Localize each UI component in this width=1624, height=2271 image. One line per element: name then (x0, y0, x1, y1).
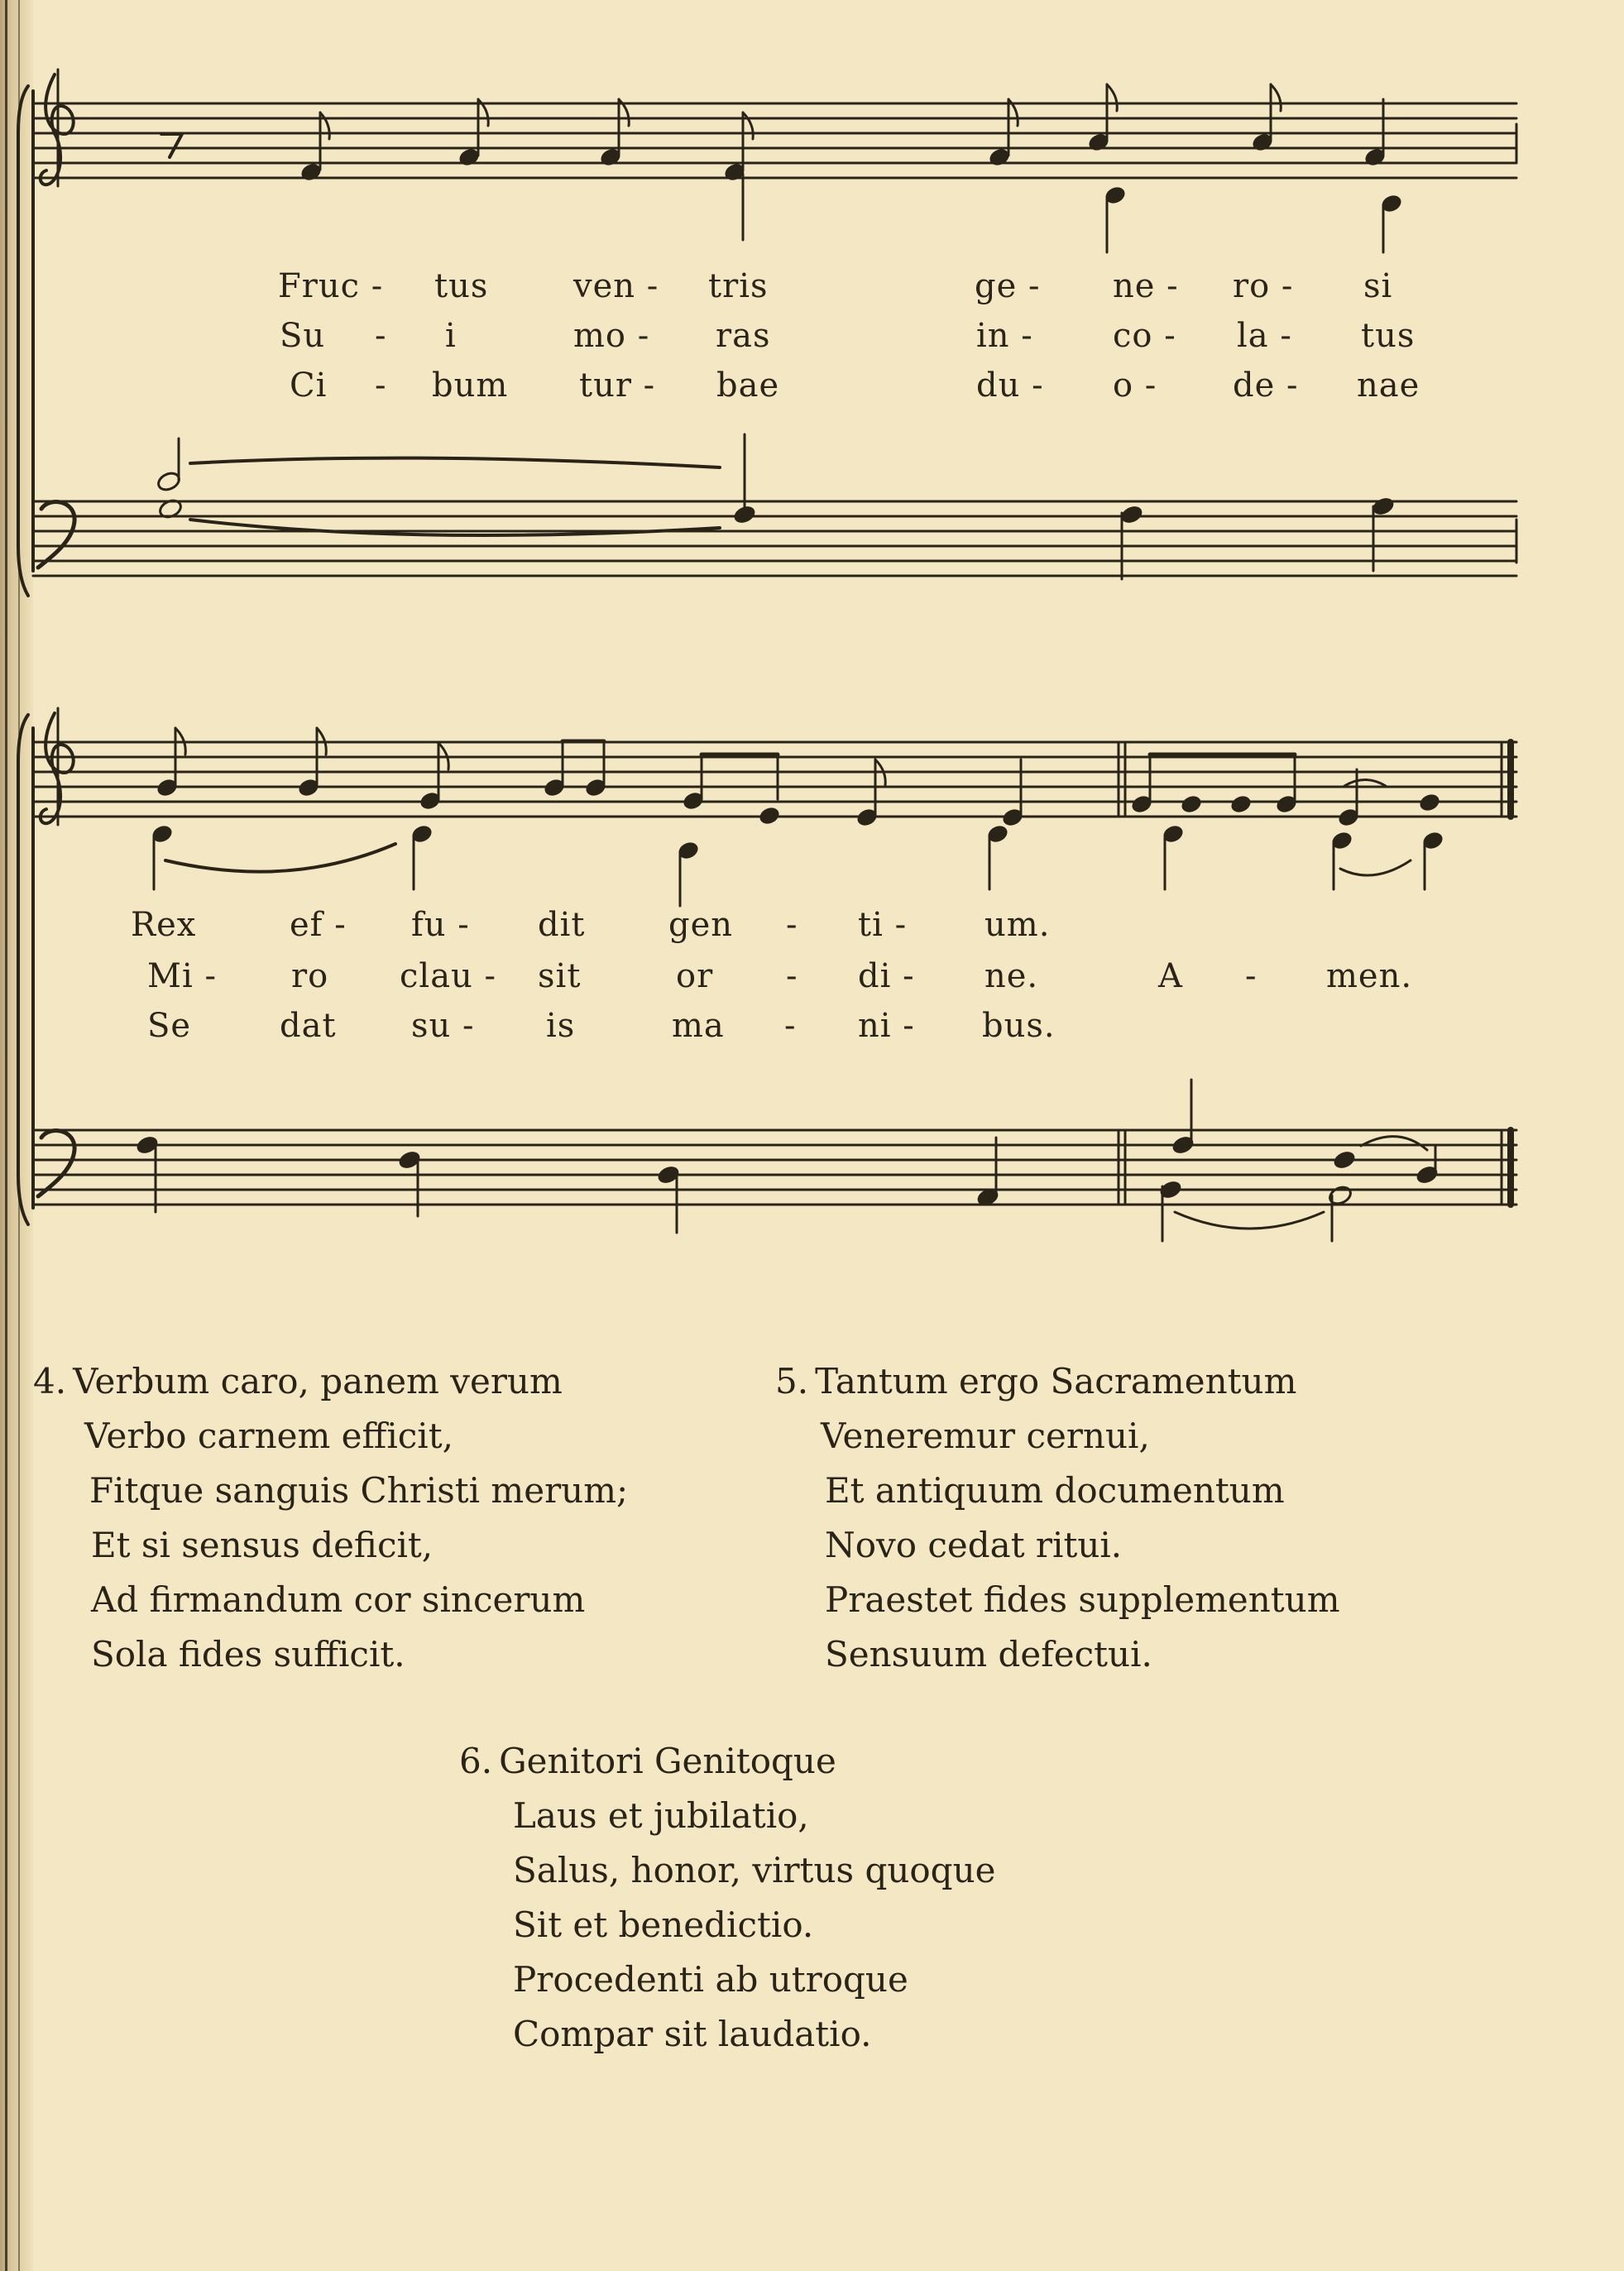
lyric-syllable: tris (708, 267, 769, 305)
lyric-syllable: men. (1326, 957, 1413, 995)
lyric-syllable: Fruc - (278, 267, 384, 305)
lyric-syllable: - (784, 1007, 797, 1045)
lyric-syllable: la - (1237, 317, 1292, 355)
lyric-syllable: A (1158, 957, 1183, 995)
system-1-staff-lines (33, 103, 1516, 576)
lyric-syllable: sit (538, 957, 582, 995)
verse-line: Procedenti ab utroque (513, 1959, 908, 2000)
lyric-syllable: de - (1233, 367, 1299, 405)
verse-line: Sit et benedictio. (513, 1904, 814, 1945)
lyric-syllable: nae (1357, 367, 1420, 405)
lyric-syllable: dat (280, 1007, 337, 1045)
lyric-syllable: ro - (1233, 267, 1294, 305)
lyric-syllable: si (1363, 267, 1393, 305)
lyric-syllable: i (445, 317, 457, 355)
lyric-syllable: ge - (975, 267, 1041, 305)
verse-5 (775, 1354, 1340, 1682)
lyric-syllable: di - (858, 957, 915, 995)
lyric-syllable: fu - (411, 906, 470, 944)
lyric-syllable: bae (716, 367, 780, 405)
lyric-syllable: tus (434, 267, 489, 305)
system-1-bass-notes (179, 434, 1373, 579)
verse-text: Verbum caro, panem verum (73, 1361, 563, 1401)
lyric-syllable: - (375, 317, 387, 355)
lyric-syllable: Su (280, 317, 326, 355)
verse-line (775, 1354, 1340, 1409)
lyric-syllable: ti - (858, 906, 908, 944)
lyric-syllable: or (676, 957, 714, 995)
lyric-syllable: dit (538, 906, 586, 944)
lyric-syllable: bum (432, 367, 509, 405)
lyric-syllable: Ci (290, 367, 328, 405)
verse-text: Tantum ergo Sacramentum (815, 1361, 1297, 1401)
lyric-syllable: du - (976, 367, 1044, 405)
lyric-syllable: su - (411, 1007, 475, 1045)
lyric-syllable: is (546, 1007, 576, 1045)
treble-clef-1 (41, 69, 74, 186)
lyric-syllable: ni - (858, 1007, 915, 1045)
lyric-syllable: ro (291, 957, 329, 995)
lyric-syllable: ma (672, 1007, 725, 1045)
system-1-brace (18, 86, 28, 596)
verse-line: Sola fides sufficit. (91, 1634, 405, 1675)
verse-6 (459, 1734, 995, 2062)
lyric-syllable: ne. (984, 957, 1039, 995)
verse-line: Ad firmandum cor sincerum (91, 1579, 586, 1620)
lyric-syllable: clau - (400, 957, 497, 995)
lyric-syllable: - (1245, 957, 1258, 995)
verse-number: 6. (459, 1741, 493, 1781)
bass-clef-2 (38, 1131, 74, 1196)
bass-clef-1 (38, 502, 74, 568)
lyric-syllable: - (786, 906, 798, 944)
treble-clef-2 (41, 708, 74, 825)
lyric-syllable: Mi - (147, 957, 217, 995)
lyric-syllable: o - (1113, 367, 1157, 405)
lyric-syllable: - (786, 957, 798, 995)
lyric-syllable: ef - (290, 906, 347, 944)
verse-line (33, 1354, 628, 1409)
lyric-syllable: bus. (982, 1007, 1056, 1045)
lyric-syllable: Se (147, 1007, 192, 1045)
lyric-syllable: co - (1113, 317, 1176, 355)
lyric-syllable: um. (984, 906, 1051, 944)
lyric-syllable: mo - (573, 317, 650, 355)
verse-line: Salus, honor, virtus quoque (513, 1850, 996, 1890)
lyric-syllable: gen (668, 906, 734, 944)
verse-4 (33, 1354, 628, 1682)
verse-line: Laus et jubilatio, (513, 1795, 809, 1836)
verse-line: Compar sit laudatio. (513, 2014, 872, 2054)
verse-line: Verbo carnem efficit, (84, 1416, 453, 1456)
verse-text: Genitori Genitoque (499, 1741, 836, 1781)
lyric-syllable: tus (1361, 317, 1416, 355)
lyric-syllable: ven - (573, 267, 659, 305)
verse-line: Novo cedat ritui. (825, 1525, 1123, 1565)
verse-number: 4. (33, 1361, 67, 1401)
verse-line: Sensuum defectui. (825, 1634, 1152, 1675)
system-1-treble-notes (320, 84, 1383, 252)
lyric-syllable: ras (716, 317, 771, 355)
lyric-syllable: Rex (131, 906, 197, 944)
verse-line: Veneremur cernui, (821, 1416, 1150, 1456)
lyric-syllable: - (375, 367, 387, 405)
lyric-syllable: tur - (579, 367, 656, 405)
lyric-syllable: in - (976, 317, 1033, 355)
verse-line: Praestet fides supplementum (825, 1579, 1340, 1620)
verse-line (459, 1734, 995, 1789)
verse-line: Et antiquum documentum (825, 1470, 1285, 1511)
verse-line: Et si sensus deficit, (91, 1525, 434, 1565)
lyric-syllable: ne - (1113, 267, 1179, 305)
verse-number: 5. (775, 1361, 809, 1401)
system-2-brace (18, 715, 28, 1224)
verse-line: Fitque sanguis Christi merum; (89, 1470, 629, 1511)
